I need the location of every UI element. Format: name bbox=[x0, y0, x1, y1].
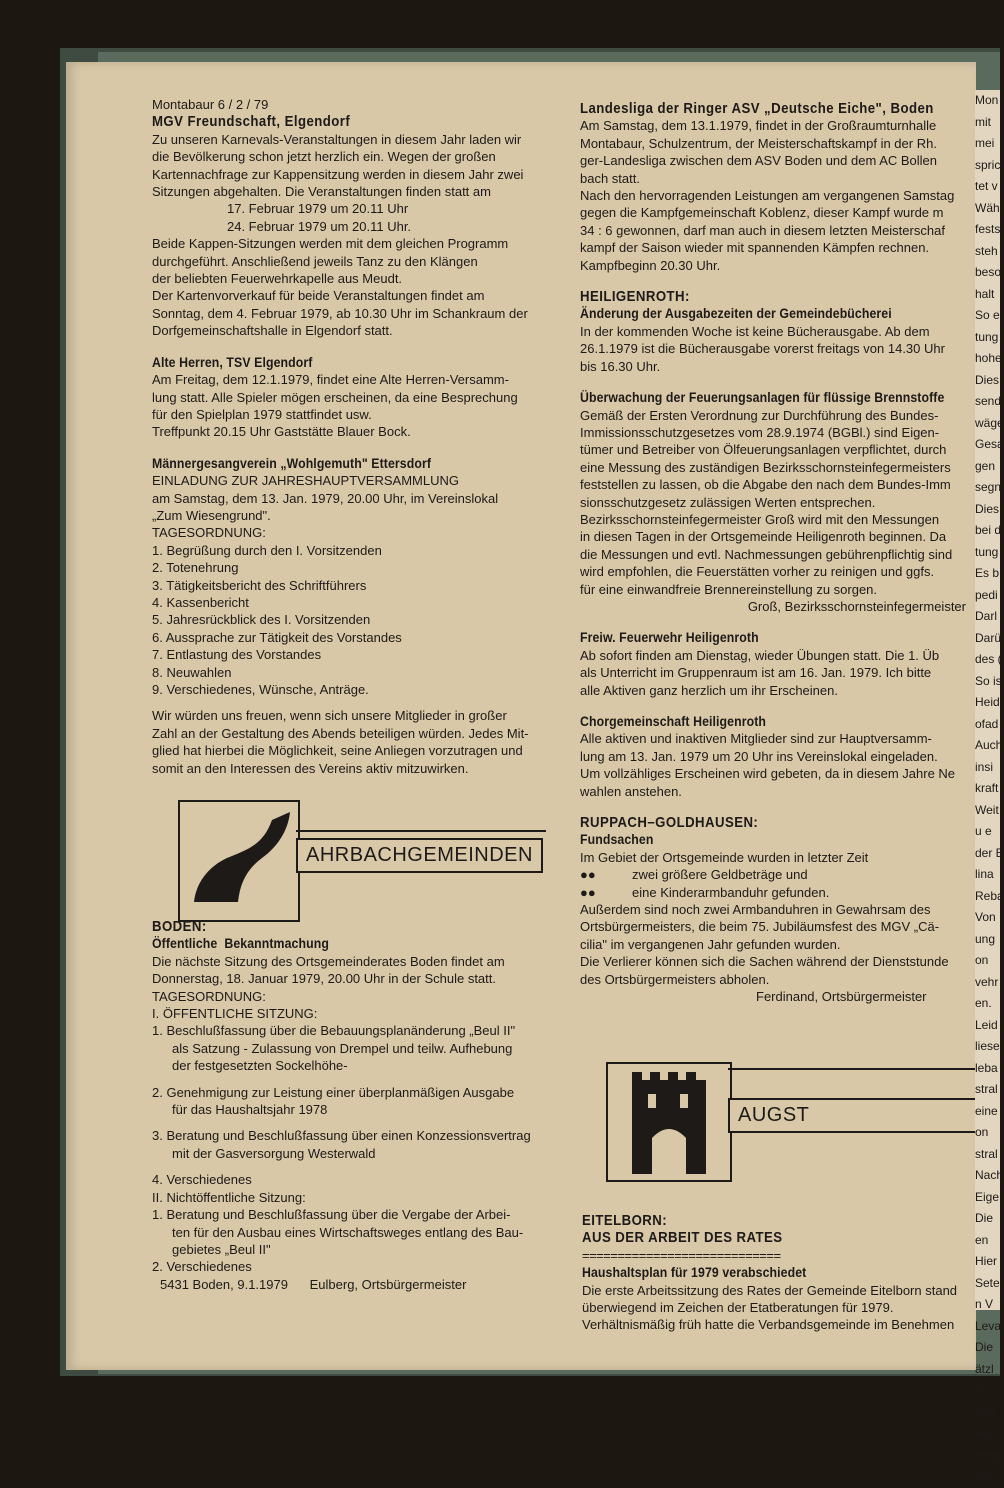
edge-fragment: stral bbox=[975, 1146, 998, 1161]
text-line: Bezirksschornsteinfegermeister Groß wird mit den Messungen bbox=[580, 511, 940, 527]
dateline: Montabaur 6 / 2 / 79 bbox=[152, 97, 269, 112]
bullet-icon: ●● bbox=[580, 867, 596, 883]
text-line: bach statt. bbox=[580, 170, 640, 186]
text-line: Montabaur, Schulzentrum, der Meisterschaftskampf in der Rh. bbox=[580, 135, 937, 151]
agenda-item: 1. Beratung und Beschlußfassung über die Vergabe der Arbei- bbox=[152, 1207, 511, 1223]
text-line: I. ÖFFENTLICHE SITZUNG: bbox=[152, 1006, 318, 1022]
agenda-item: 3. Tätigkeitsbericht des Schriftführers bbox=[152, 577, 367, 593]
feuerwehr-heading: Freiw. Feuerwehr Heiligenroth bbox=[580, 629, 759, 646]
edge-fragment: usg bbox=[975, 1404, 995, 1419]
mgv-heading: MGV Freundschaft, Elgendorf bbox=[152, 113, 351, 131]
ruppach-heading: Fundsachen bbox=[580, 831, 654, 848]
text-line: Wir würden uns freuen, wenn sich unsere Mitglieder in großer bbox=[152, 708, 507, 724]
eitelborn-heading: AUS DER ARBEIT DES RATES bbox=[582, 1229, 783, 1247]
edge-fragment: spric bbox=[975, 157, 1001, 172]
edge-fragment: ebr bbox=[975, 1469, 993, 1483]
edge-fragment: Gesa bbox=[975, 437, 1004, 451]
text-line: für den Spielplan 1979 stattfindet usw. bbox=[152, 406, 372, 422]
edge-fragment: Leid bbox=[975, 1017, 998, 1032]
boden-place: BODEN: bbox=[152, 918, 207, 935]
edge-fragment: aß bbox=[975, 1383, 990, 1397]
alte-heading: Alte Herren, TSV Elgendorf bbox=[152, 353, 313, 370]
heiligenroth-heading: Änderung der Ausgabezeiten der Gemeindebücherei bbox=[580, 305, 892, 322]
edge-fragment: tet v bbox=[975, 179, 998, 193]
text-line: 17. Februar 1979 um 20.11 Uhr bbox=[227, 201, 409, 217]
text-line: Kampfbeginn 20.30 Uhr. bbox=[580, 257, 721, 273]
text-line: Der Kartenvorverkauf für beide Veranstaltungen findet am bbox=[152, 288, 485, 304]
agenda-item: 2. Totenehrung bbox=[152, 560, 239, 576]
signature: Ferdinand, Ortsbürgermeister bbox=[756, 989, 927, 1005]
edge-fragment: Dies bbox=[975, 501, 1000, 516]
agenda-item: 7. Entlastung des Vorstandes bbox=[152, 647, 322, 663]
text-line: Zu unseren Karnevals-Veranstaltungen in diesem Jahr laden wir bbox=[152, 131, 522, 147]
edge-fragment: Auch bbox=[975, 738, 1003, 752]
edge-fragment: Eige bbox=[975, 1189, 1000, 1204]
edge-fragment: vehr bbox=[975, 974, 999, 989]
agenda-item: 8. Neuwahlen bbox=[152, 664, 232, 680]
text-line: Die Verlierer können sich die Sachen während der Dienststunde bbox=[580, 954, 949, 970]
edge-fragment: leba bbox=[975, 1060, 998, 1075]
boden-section bbox=[152, 918, 570, 1293]
chor-heading: Chorgemeinschaft Heiligenroth bbox=[580, 713, 767, 729]
text-line: Beide Kappen-Sitzungen werden mit dem gleichen Programm bbox=[152, 236, 509, 252]
bullet-icon: ●● bbox=[580, 884, 596, 900]
right-column bbox=[580, 100, 976, 1006]
edge-fragment: steh bbox=[975, 243, 998, 258]
text-line: 34 : 6 gewonnen, darf man auch in diesem letzten Meisterschaf bbox=[580, 222, 945, 238]
heading-part: Öffentliche bbox=[152, 935, 218, 952]
text-line: EINLADUNG ZUR JAHRESHAUPTVERSAMMLUNG bbox=[152, 473, 459, 489]
edge-fragment: Heid bbox=[975, 695, 1000, 709]
augst-emblem bbox=[606, 1062, 732, 1182]
text-line: Außerdem sind noch zwei Armbanduhren in Gewahrsam des bbox=[580, 902, 931, 918]
edge-fragment: Es b bbox=[975, 566, 1000, 580]
ringer-heading: Landesliga der Ringer ASV „Deutsche Eiche", Boden bbox=[580, 100, 934, 117]
text-line: die Messungen und evtl. Nachmessungen gebührenpflichtig sind bbox=[580, 546, 953, 562]
signature: Groß, Bezirksschornsteinfegermeister bbox=[747, 598, 966, 614]
tower-emblem-icon bbox=[608, 1064, 730, 1180]
edge-fragment: Wäh bbox=[975, 200, 1000, 215]
edge-fragment: Leva bbox=[975, 1318, 1002, 1333]
text-line: „Zum Wiesengrund". bbox=[152, 507, 271, 523]
banner-rule bbox=[296, 830, 546, 832]
text-line: Am Samstag, dem 13.1.1979, findet in der Großraumturnhalle bbox=[580, 118, 937, 134]
eitelborn-subheading: Haushaltsplan für 1979 verabschiedet bbox=[582, 1264, 807, 1281]
text-line: feststellen zu lassen, ob die Abgabe den nach dem Bundes-Imm bbox=[580, 477, 951, 493]
edge-fragment: n V bbox=[975, 1297, 994, 1311]
text-line: alle Aktiven ganz herzlich um ihr Erscheinen. bbox=[580, 682, 838, 698]
edge-fragment: Vege bbox=[975, 1447, 1003, 1462]
text-line: 26.1.1979 ist die Bücherausgabe vorerst freitags von 14.30 Uhr bbox=[580, 341, 945, 357]
bullet-item bbox=[580, 884, 976, 901]
text-line: des Ortsbürgermeisters abholen. bbox=[580, 971, 770, 987]
banner-rule bbox=[728, 1068, 975, 1070]
text-line: ger-Landesliga zwischen dem ASV Boden und dem AC Bollen bbox=[580, 153, 937, 169]
edge-fragment: ung bbox=[975, 931, 996, 946]
edge-fragment: So e bbox=[975, 308, 1000, 322]
agenda-item: 2. Verschiedenes bbox=[152, 1259, 252, 1275]
edge-fragment: Hier bbox=[975, 1254, 998, 1268]
edge-fragment: pedi bbox=[975, 587, 998, 602]
agenda-item: 3. Beratung und Beschlußfassung über einen Konzessionsvertrag bbox=[152, 1128, 531, 1144]
text-line: TAGESORDNUNG: bbox=[152, 988, 266, 1004]
text-line: Donnerstag, 18. Januar 1979, 20.00 Uhr in der Schule statt. bbox=[152, 971, 496, 987]
edge-fragment: send bbox=[975, 394, 1002, 408]
ahrbach-banner-label: AHRBACHGEMEINDEN bbox=[296, 838, 543, 873]
text-line: als Unterricht im Gruppenraum ist am 16. Jan. 1979. Ich bitte bbox=[580, 665, 932, 681]
edge-fragment: en. bbox=[975, 996, 992, 1010]
text-line: wird empfohlen, die Feuerstätten vorher zu reinigen und ggfs. bbox=[580, 564, 935, 580]
edge-fragment: u e bbox=[975, 824, 992, 838]
bullet-text: eine Kinderarmbanduhr gefunden. bbox=[632, 884, 830, 900]
text-line: Ab sofort finden am Dienstag, wieder Übungen statt. Die 1. Üb bbox=[580, 647, 940, 663]
edge-fragment: hohe bbox=[975, 351, 1002, 365]
text-line: lung statt. Alle Spieler mögen erscheinen, da eine Besprechung bbox=[152, 389, 518, 405]
edge-fragment: Dies bbox=[975, 372, 1000, 387]
agenda-item: 2. Genehmigung zur Leistung einer überplanmäßigen Ausgabe bbox=[152, 1084, 515, 1100]
agenda-item: gebietes „Beul II" bbox=[172, 1241, 271, 1257]
text-line: Sitzungen abgehalten. Die Veranstaltungen finden statt am bbox=[152, 184, 491, 200]
text-line: Immissionsschutzgesetzes vom 28.9.1974 (BGBl.) sind Eigen- bbox=[580, 424, 940, 440]
text-line: Kartennachfrage zur Kappensitzung werden in diesem Jahr zwei bbox=[152, 166, 524, 182]
agenda-item: als Satzung - Zulassung von Drempel und teilw. Aufhebung bbox=[172, 1040, 513, 1056]
edge-fragment: Die bbox=[975, 1340, 994, 1354]
edge-fragment: en bbox=[975, 1232, 989, 1247]
text-line: Im Gebiet der Ortsgemeinde wurden in letzter Zeit bbox=[580, 849, 869, 865]
river-emblem-icon bbox=[180, 802, 298, 920]
text-line: Zahl an der Gestaltung des Abends beteiligen würden. Jedes Mit- bbox=[152, 725, 529, 741]
text-line: cilia" im vergangenen Jahr gefunden wurden. bbox=[580, 936, 841, 952]
agenda-item: ten für den Ausbau eines Wirtschaftsweges entlang des Bau- bbox=[172, 1224, 524, 1240]
text-line: Dorfgemeinschaftshalle in Elgendorf statt. bbox=[152, 323, 393, 339]
text-line: tümer und Betreiber von Ölfeuerungsanlagen verpflichtet, durch bbox=[580, 442, 947, 458]
agenda-item: der festgesetzten Sockelhöhe- bbox=[172, 1058, 348, 1074]
text-line: wahlen anstehen. bbox=[580, 783, 682, 799]
text-line: Gemäß der Ersten Verordnung zur Durchführung des Bundes- bbox=[580, 407, 939, 423]
edge-fragment: Darl bbox=[975, 609, 998, 623]
edge-fragment: ätzl bbox=[975, 1361, 994, 1376]
agenda-item: 1. Begrüßung durch den I. Vorsitzenden bbox=[152, 542, 382, 558]
text-line: somit an den Interessen des Vereins aktiv mitzuwirken. bbox=[152, 760, 469, 776]
edge-fragment: So is bbox=[975, 673, 1002, 688]
rule-line: ============================ bbox=[582, 1247, 781, 1263]
edge-fragment: mit bbox=[975, 114, 991, 129]
edge-fragment: liese bbox=[975, 1039, 1000, 1053]
text-line: Treffpunkt 20.15 Uhr Gaststätte Blauer Bock. bbox=[152, 424, 411, 440]
ahrbach-emblem bbox=[178, 800, 300, 922]
text-line: bis 16.30 Uhr. bbox=[580, 358, 661, 374]
edge-fragment: Reba bbox=[975, 888, 1004, 903]
ruppach-place: RUPPACH–GOLDHAUSEN: bbox=[580, 814, 759, 832]
text-line: Ortsbürgermeisters, die beim 75. Jubiläumsfest des MGV „Cä- bbox=[580, 919, 940, 935]
mgv2-heading: Männergesangverein „Wohlgemuth" Ettersdorf bbox=[152, 454, 432, 471]
edge-fragment: lina bbox=[975, 867, 994, 881]
agenda-item: 5. Jahresrückblick des I. Vorsitzenden bbox=[152, 612, 371, 628]
edge-fragment: ofad bbox=[975, 716, 999, 731]
agenda-item: 9. Verschiedenes, Wünsche, Anträge. bbox=[152, 682, 369, 697]
edge-fragment: kraft bbox=[975, 781, 999, 795]
text-line: Am Freitag, dem 12.1.1979, findet eine Alte Herren-Versamm- bbox=[152, 372, 509, 388]
left-column bbox=[152, 96, 570, 777]
text-line: II. Nichtöffentliche Sitzung: bbox=[152, 1189, 306, 1205]
text-line: für eine einwandfreie Brennereinstellung zu sorgen. bbox=[580, 581, 878, 597]
edge-fragment: segn bbox=[975, 480, 1002, 494]
edge-fragment: des ( bbox=[975, 652, 1002, 666]
heiligenroth-place: HEILIGENROTH: bbox=[580, 288, 690, 306]
text-line: Alle aktiven und inaktiven Mitglieder sind zur Hauptversamm- bbox=[580, 731, 932, 747]
edge-fragment: fests bbox=[975, 222, 1001, 236]
agenda-item: 1. Beschlußfassung über die Bebauungsplanänderung „Beul II" bbox=[152, 1023, 516, 1039]
text-line: Die erste Arbeitssitzung des Rates der Gemeinde Eitelborn stand bbox=[582, 1282, 958, 1298]
eitelborn-place: EITELBORN: bbox=[582, 1212, 668, 1229]
boden-heading bbox=[152, 935, 520, 952]
text-line: der beliebten Feuerwehrkapelle aus Meudt. bbox=[152, 271, 403, 287]
edge-fragment: tung bbox=[975, 329, 999, 344]
agenda-item: für das Haushaltsjahr 1978 bbox=[172, 1102, 328, 1118]
text-line: gegen die Kampfgemeinschaft Koblenz, dieser Kampf wurde m bbox=[580, 205, 944, 221]
feuerung-heading: Überwachung der Feuerungsanlagen für flüssige Brennstoffe bbox=[580, 389, 945, 406]
text-line: am Samstag, dem 13. Jan. 1979, 20.00 Uhr, im Vereinslokal bbox=[152, 490, 499, 506]
text-line: Die nächste Sitzung des Ortsgemeinderates Boden findet am bbox=[152, 953, 505, 969]
text-line: durchgeführt. Anschließend jeweils Tanz zu den Klängen bbox=[152, 253, 478, 269]
text-line: Nach den hervorragenden Leistungen am vergangenen Samstag bbox=[580, 188, 955, 204]
next-page-edge bbox=[975, 90, 1004, 1483]
text-line: lung am 13. Jan. 1979 um 20 Uhr ins Vereinslokal eingeladen. bbox=[580, 748, 938, 764]
edge-fragment: Sete bbox=[975, 1275, 1000, 1290]
text-line: TAGESORDNUNG: bbox=[152, 525, 266, 541]
edge-fragment: gen bbox=[975, 458, 996, 473]
text-line: kampf der Saison wieder mit spannenden Kämpfen rechnen. bbox=[580, 240, 930, 256]
text-line: glied hat hierbei die Möglichkeit, seine Anliegen vorzutragen und bbox=[152, 743, 523, 759]
edge-fragment: on bbox=[975, 953, 989, 967]
text-line: In der kommenden Woche ist keine Bücherausgabe. Ab dem bbox=[580, 323, 930, 339]
edge-fragment: mei bbox=[975, 136, 995, 150]
bullet-item bbox=[580, 866, 976, 883]
edge-fragment: beso bbox=[975, 265, 1002, 279]
text-line: Sonntag, dem 4. Februar 1979, ab 10.30 Uhr im Schankraum der bbox=[152, 305, 528, 321]
augst-banner-label: AUGST bbox=[728, 1098, 983, 1133]
edge-fragment: Nach bbox=[975, 1168, 1004, 1182]
edge-fragment: wäge bbox=[975, 415, 1004, 430]
agenda-item: 4. Verschiedenes bbox=[152, 1172, 252, 1188]
eitelborn-section bbox=[582, 1212, 978, 1334]
text-line: in diesen Tagen in der Ortsgemeinde Heiligenroth beginnen. Da bbox=[580, 529, 947, 545]
edge-fragment: insi bbox=[975, 759, 994, 774]
edge-fragment: halt bbox=[975, 286, 995, 301]
text-line: die Bevölkerung schon jetzt herzlich ein. Wegen der großen bbox=[152, 149, 496, 165]
edge-fragment: Weit bbox=[975, 802, 999, 817]
text-line: überwiegend im Zeichen der Etatberatungen für 1979. bbox=[582, 1300, 894, 1316]
edge-fragment: eine bbox=[975, 1103, 998, 1118]
edge-fragment: Die bbox=[975, 1211, 994, 1225]
bullet-text: zwei größere Geldbeträge und bbox=[632, 867, 808, 883]
text-line: Um vollzähliges Erscheinen wird gebeten, da in diesem Jahre Ne bbox=[580, 766, 956, 782]
agenda-item: 4. Kassenbericht bbox=[152, 594, 249, 610]
heading-part: Bekanntmachung bbox=[224, 935, 329, 952]
text-line: Verhältnismäßig früh hatte die Verbandsgemeinde im Benehmen bbox=[582, 1317, 955, 1333]
edge-fragment: der E bbox=[975, 845, 1004, 860]
agenda-item: mit der Gasversorgung Westerwald bbox=[172, 1145, 376, 1161]
edge-fragment: lies bbox=[975, 1426, 994, 1440]
edge-fragment: stral bbox=[975, 1082, 998, 1096]
text-line: 24. Februar 1979 um 20.11 Uhr. bbox=[227, 218, 412, 234]
text-line: sionsschutzgesetz zulässigen Werten entsprechen. bbox=[580, 494, 876, 510]
edge-fragment: Darü bbox=[975, 630, 1002, 645]
edge-fragment: Von bbox=[975, 910, 996, 924]
edge-fragment: on bbox=[975, 1125, 989, 1139]
agenda-item: 6. Aussprache zur Tätigkeit des Vorstandes bbox=[152, 629, 402, 645]
signature: 5431 Boden, 9.1.1979 Eulberg, Ortsbürgermeister bbox=[160, 1276, 467, 1292]
edge-fragment: Mon bbox=[975, 93, 999, 107]
edge-fragment: bei d bbox=[975, 523, 1002, 537]
edge-fragment: tung bbox=[975, 544, 999, 559]
text-line: eine Messung des zuständigen Bezirksschornsteinfegermeisters bbox=[580, 459, 951, 475]
